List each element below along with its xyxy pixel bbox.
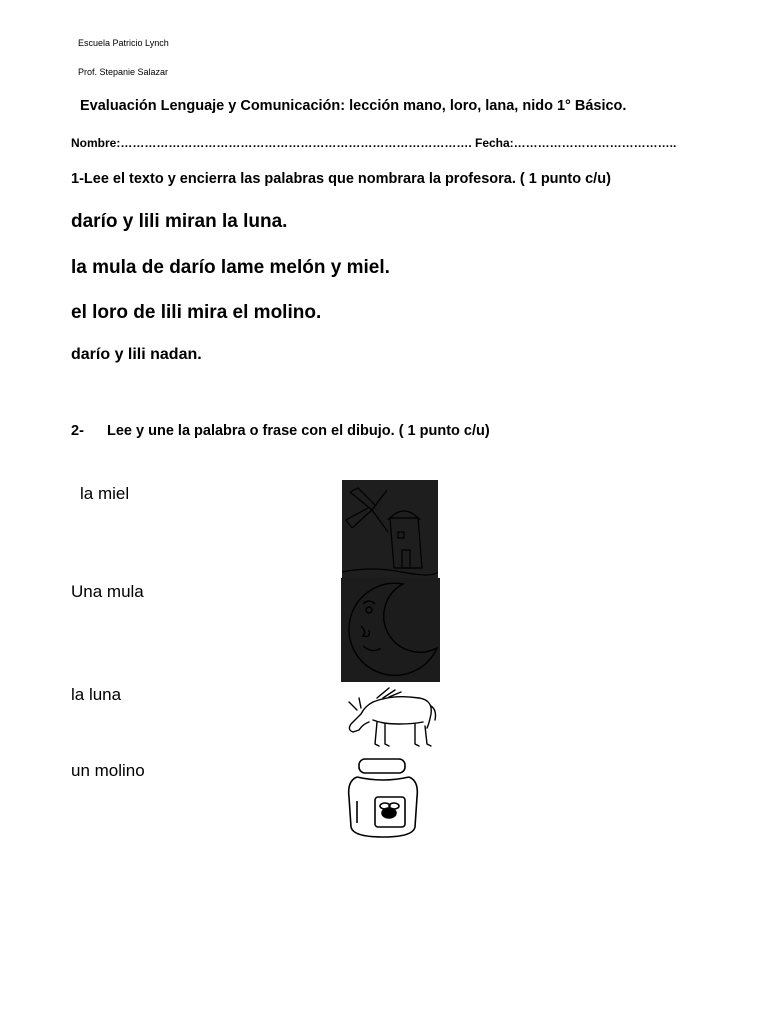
moon-icon bbox=[341, 578, 440, 682]
name-date-line: Nombre:……………………………………………………………………………. Fecha:………………………………….. bbox=[71, 136, 677, 150]
windmill-icon bbox=[342, 480, 438, 578]
instruction-1: 1-Lee el texto y encierra las palabras que nombrara la profesora. ( 1 punto c/u) bbox=[71, 171, 611, 187]
sentence-1: darío y lili miran la luna. bbox=[71, 211, 288, 232]
word-la-miel: la miel bbox=[80, 484, 130, 503]
school-name: Escuela Patricio Lynch bbox=[78, 38, 169, 48]
word-la-luna: la luna bbox=[71, 685, 122, 704]
sentence-4: darío y lili nadan. bbox=[71, 346, 202, 363]
word-una-mula: Una mula bbox=[71, 582, 144, 601]
instruction-2: Lee y une la palabra o frase con el dibujo. ( 1 punto c/u) bbox=[107, 423, 490, 439]
instruction-2-number: 2- bbox=[71, 423, 84, 439]
word-un-molino: un molino bbox=[71, 761, 145, 780]
honey-jar-icon bbox=[345, 757, 421, 839]
sentence-3: el loro de lili mira el molino. bbox=[71, 302, 322, 323]
donkey-icon bbox=[343, 684, 439, 754]
page-title: Evaluación Lenguaje y Comunicación: lección mano, loro, lana, nido 1° Básico. bbox=[80, 98, 627, 114]
teacher-name: Prof. Stepanie Salazar bbox=[78, 67, 169, 77]
sentence-2: la mula de darío lame melón y miel. bbox=[71, 257, 390, 278]
